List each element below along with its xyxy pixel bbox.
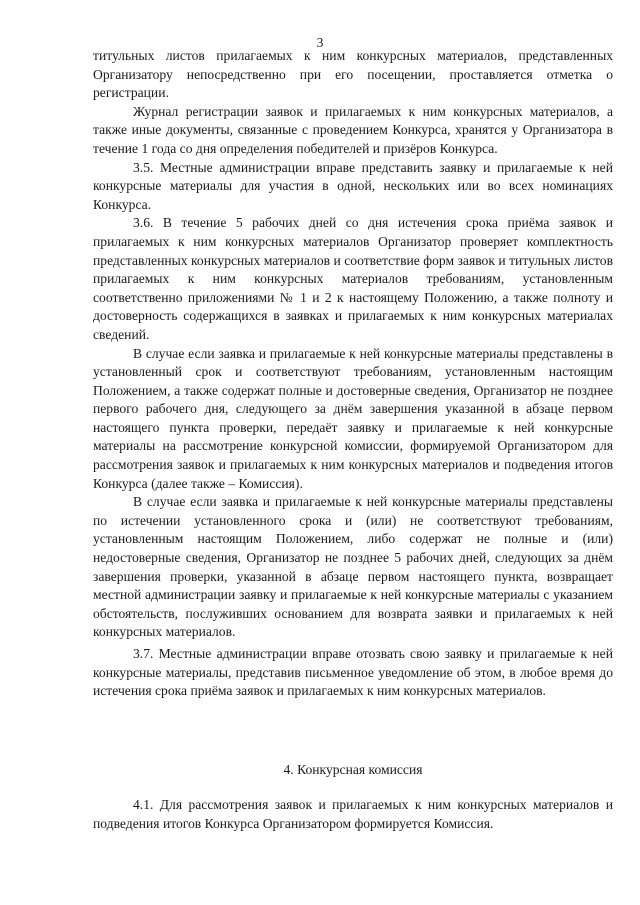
paragraph-3-5: 3.5. Местные администрации вправе представить заявку и прилагаемые к ней конкурсные материалы для участия в одной, нескольких или во всех номинациях Конкурса. (93, 159, 613, 212)
page-number: 3 (316, 35, 324, 50)
paragraph-3-6: 3.6. В течение 5 рабочих дней со дня истечения срока приёма заявок и прилагаемых к ним конкурсных материалов Организатор проверяет комплектность представленных конкурсных материалов и соответствие форм заявок и титульных листов прилагаемых к ним конкурсных материалов требованиям, установленным соответственно приложениями № 1 и 2 к настоящему Положению, а также полноту и достоверность содержащихся в заявках и прилагаемых к ним конкурсных материалах сведений. (93, 215, 613, 342)
paragraph-4-1: 4.1. Для рассмотрения заявок и прилагаемых к ним конкурсных материалов и подведения итогов Конкурса Организатором формируется Комиссия. (93, 797, 613, 831)
section-heading: 4. Конкурсная комиссия (283, 762, 423, 777)
section-4-text (93, 796, 613, 833)
paragraph-3-7: 3.7. Местные администрации вправе отозвать свою заявку и прилагаемые к ней конкурсные материалы, представив письменное уведомление об этом, в любое время до истечения срока приёма заявок и прилагаемых к ним конкурсных материалов. (93, 646, 613, 699)
paragraph-registration-continuation: титульных листов прилагаемых к ним конкурсных материалов, представленных Организатору непосредственно при его посещении, проставляется отметка о регистрации. (93, 48, 613, 101)
paragraph-3-6-compliant-case: В случае если заявка и прилагаемые к ней конкурсные материалы представлены в установленный срок и соответствуют требованиям, установленным настоящим Положением, а также содержат полные и достоверные сведения, Организатор не позднее первого рабочего дня, следующего за днём завершения указанной в абзаце первом настоящего пункта проверки, передаёт заявку и прилагаемые к ней конкурсные материалы на рассмотрение конкурсной комиссии, формируемой Организатором для рассмотрения заявок и прилагаемых к ним конкурсных материалов и подведения итогов Конкурса (далее также – Комиссия). (93, 345, 613, 491)
paragraph-registration-journal: Журнал регистрации заявок и прилагаемых к ним конкурсных материалов, а также иные документы, связанные с проведением Конкурса, хранятся у Организатора в течение 1 года со дня определения победителей и призёров Конкурса. (93, 103, 613, 156)
paragraph-3-6-noncompliant-case: В случае если заявка и прилагаемые к ней конкурсные материалы представлены по истечении установленного срока и (или) не соответствуют требованиям, установленным настоящим Положением, либо содержат не полные и (или) недостоверные сведения, Организатор не позднее 5 рабочих дней, следующих за днём завершения проверки, указанной в абзаце первом настоящего пункта, возвращает местной администрации заявку и прилагаемые к ней конкурсные материалы с указанием обстоятельств, послуживших основанием для возврата заявки и прилагаемых к ней конкурсных материалов. (93, 494, 613, 640)
body-text (93, 47, 613, 701)
